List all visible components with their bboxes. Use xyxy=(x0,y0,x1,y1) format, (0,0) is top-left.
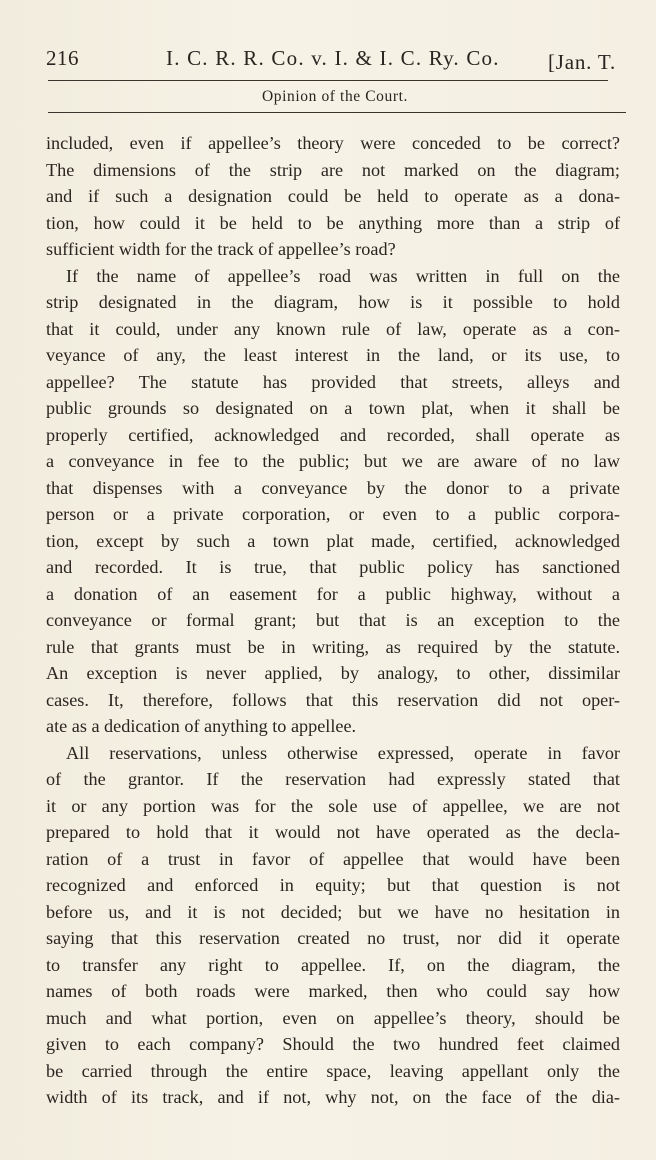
text-line: veyance of any, the least interest in the land, or its use, to xyxy=(46,345,620,365)
text-line: The dimensions of the strip are not marked on the diagram; xyxy=(46,159,620,180)
text-line: tion, except by such a town plat made, certified, acknowledged xyxy=(46,530,620,551)
text-line: tion, how could it be held to be anything more than a strip of xyxy=(46,212,620,233)
text-line: strip designated in the diagram, how is it possible to hold xyxy=(46,292,620,312)
opinion-text xyxy=(46,130,620,1111)
text-line: be carried through the entire space, leaving appellant only the xyxy=(46,1060,620,1081)
text-line: public grounds so designated on a town plat, when it shall be xyxy=(46,398,620,418)
section-heading: Opinion of the Court. xyxy=(261,88,409,105)
text-line: rule that grants must be in writing, as required by the statute. xyxy=(46,636,620,657)
text-line: a donation of an easement for a public highway, without a xyxy=(46,583,620,604)
text-line: recognized and enforced in equity; but that question is not xyxy=(46,875,620,895)
text-line: before us, and it is not decided; but we have no hesitation in xyxy=(46,901,620,922)
text-line: names of both roads were marked, then who could say how xyxy=(46,981,620,1001)
text-line: to transfer any right to appellee. If, on the diagram, the xyxy=(46,954,620,975)
case-title: I. C. R. R. Co. v. I. & I. C. Ry. Co. xyxy=(166,46,500,70)
text-line: cases. It, therefore, follows that this reservation did not oper- xyxy=(46,689,620,710)
running-head xyxy=(46,44,626,78)
text-line: saying that this reservation created no trust, nor did it operate xyxy=(46,928,620,948)
text-line: ate as a dedication of anything to appellee. xyxy=(46,716,357,736)
text-line: ration of a trust in favor of appellee that would have been xyxy=(46,848,620,869)
text-line: much and what portion, even on appellee’s theory, should be xyxy=(46,1007,620,1028)
text-line: and recorded. It is true, that public policy has sanctioned xyxy=(46,557,620,577)
text-line: conveyance or formal grant; but that is an exception to the xyxy=(46,610,620,630)
header-rule-bottom xyxy=(48,112,626,113)
text-line: prepared to hold that it would not have operated as the decla- xyxy=(46,822,620,842)
text-line: If the name of appellee’s road was written in full on the xyxy=(66,265,620,286)
text-line: person or a private corporation, or even to a public corpora- xyxy=(46,504,620,524)
text-line: a conveyance in fee to the public; but we are aware of no law xyxy=(46,451,620,471)
page-number: 216 xyxy=(46,46,79,70)
text-line: appellee? The statute has provided that streets, alleys and xyxy=(46,371,620,392)
text-line: of the grantor. If the reservation had expressly stated that xyxy=(46,769,620,789)
text-line: it or any portion was for the sole use of appellee, we are not xyxy=(46,795,620,816)
text-line: width of its track, and if not, why not, on the face of the dia- xyxy=(46,1087,620,1107)
text-line: and if such a designation could be held to operate as a dona- xyxy=(46,186,620,206)
text-line: An exception is never applied, by analogy, to other, dissimilar xyxy=(46,663,620,683)
text-line: that dispenses with a conveyance by the donor to a private xyxy=(46,477,620,498)
text-line: All reservations, unless otherwise expressed, operate in favor xyxy=(66,742,620,763)
text-line: included, even if appellee’s theory were conceded to be correct? xyxy=(46,133,620,153)
text-line: that it could, under any known rule of law, operate as a con- xyxy=(46,318,620,339)
term-label: [Jan. T. xyxy=(548,50,617,74)
text-line: properly certified, acknowledged and recorded, shall operate as xyxy=(46,424,620,445)
text-line: given to each company? Should the two hundred feet claimed xyxy=(46,1034,620,1054)
text-line: sufficient width for the track of appellee’s road? xyxy=(46,239,396,259)
header-rule-top xyxy=(48,80,608,81)
